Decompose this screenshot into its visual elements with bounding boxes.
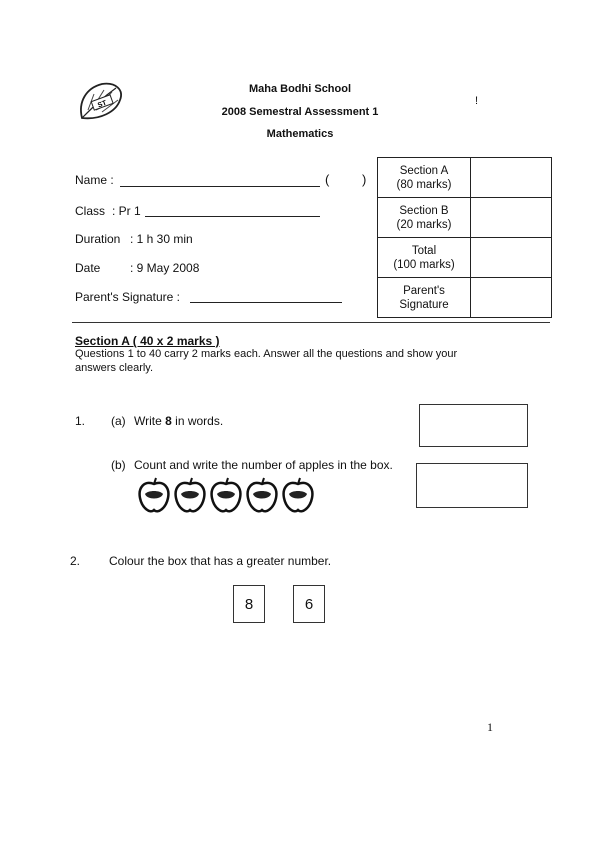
section-divider bbox=[72, 322, 550, 323]
section-a-title: Section A ( 40 x 2 marks ) bbox=[75, 334, 220, 348]
question-2-text: Colour the box that has a greater number. bbox=[109, 554, 332, 568]
score-label: Section B (20 marks) bbox=[378, 198, 471, 238]
school-name: Maha Bodhi School bbox=[248, 83, 352, 95]
apple-icon bbox=[140, 478, 169, 511]
class-input-line[interactable] bbox=[145, 216, 320, 217]
number-box-8[interactable]: 8 bbox=[233, 585, 265, 623]
class-label: Class bbox=[75, 204, 106, 218]
apple-icon bbox=[176, 478, 205, 511]
question-1a-label: (a) bbox=[111, 414, 126, 428]
number-box-6[interactable]: 6 bbox=[293, 585, 325, 623]
score-box-section-a[interactable] bbox=[471, 158, 552, 198]
register-number-close: ) bbox=[362, 172, 367, 187]
assessment-title: 2008 Semestral Assessment 1 bbox=[221, 106, 379, 118]
score-row-total bbox=[378, 238, 552, 278]
score-box-section-b[interactable] bbox=[471, 198, 552, 238]
score-row-parent-signature bbox=[378, 278, 552, 318]
duration-value: : 1 h 30 min bbox=[130, 232, 193, 246]
apples-illustration bbox=[136, 476, 318, 516]
score-box-parent-signature[interactable] bbox=[471, 278, 552, 318]
section-a-instructions-line2: answers clearly. bbox=[75, 362, 154, 374]
register-number-open: ( bbox=[325, 172, 330, 187]
score-row-section-a bbox=[378, 158, 552, 198]
answer-box-1a[interactable] bbox=[419, 404, 528, 447]
apple-icon bbox=[212, 478, 241, 511]
svg-text:ST: ST bbox=[96, 99, 108, 110]
apple-icon bbox=[248, 478, 277, 511]
name-label: Name : bbox=[75, 173, 114, 187]
score-box-total[interactable] bbox=[471, 238, 552, 278]
score-label: Total (100 marks) bbox=[378, 238, 471, 278]
parent-signature-label: Parent's Signature : bbox=[75, 290, 181, 304]
question-1b-text: Count and write the number of apples in the box. bbox=[134, 458, 393, 472]
stray-mark: ! bbox=[475, 95, 479, 107]
apple-icon bbox=[284, 478, 313, 511]
score-table bbox=[377, 157, 552, 318]
question-1-number: 1. bbox=[75, 414, 86, 428]
class-value: : Pr 1 bbox=[112, 204, 141, 218]
question-2-number: 2. bbox=[70, 554, 81, 568]
section-a-instructions-line1: Questions 1 to 40 carry 2 marks each. Answer all the questions and show your bbox=[75, 348, 458, 360]
duration-label: Duration bbox=[75, 232, 121, 246]
answer-box-1b[interactable] bbox=[416, 463, 528, 508]
question-1a-text: Write 8 in words. bbox=[134, 414, 224, 428]
score-row-section-b bbox=[378, 198, 552, 238]
subject-title: Mathematics bbox=[266, 128, 334, 140]
parent-signature-line[interactable] bbox=[190, 302, 342, 303]
date-value: : 9 May 2008 bbox=[130, 261, 200, 275]
name-input-line[interactable] bbox=[120, 186, 320, 187]
page-number: 1 bbox=[487, 720, 493, 734]
score-label: Parent's Signature bbox=[378, 278, 471, 318]
date-label: Date bbox=[75, 261, 101, 275]
question-1b-label: (b) bbox=[111, 458, 126, 472]
score-label: Section A (80 marks) bbox=[378, 158, 471, 198]
